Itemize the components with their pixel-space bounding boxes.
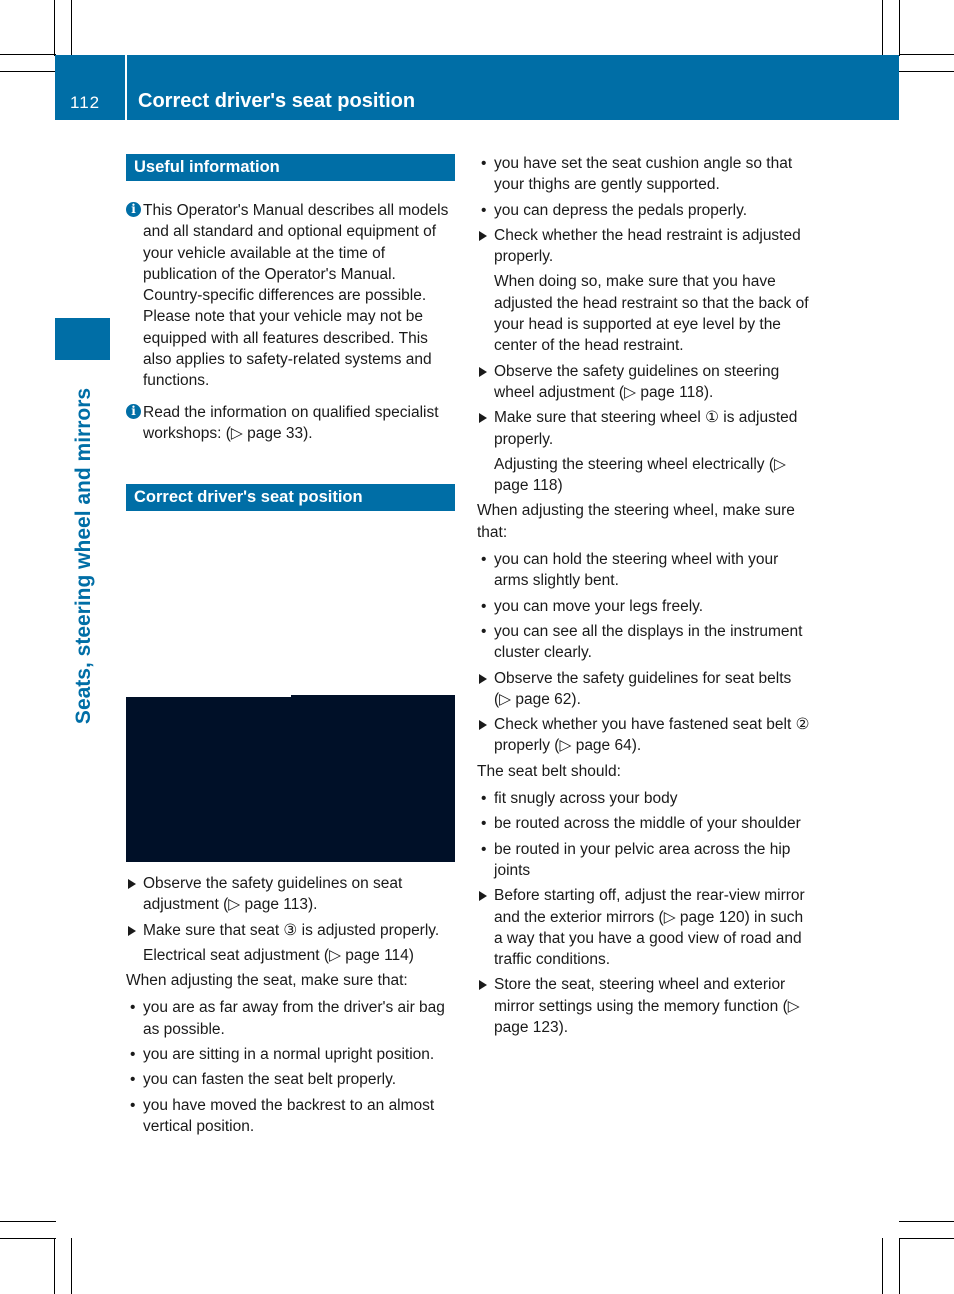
step-item <box>477 885 811 970</box>
paragraph: When adjusting the seat, make sure that: <box>126 972 408 990</box>
list-item: • you have moved the backrest to an almost vertical position. <box>126 1095 458 1138</box>
step-text: Observe the safety guidelines on steering wheel adjustment (▷ page 118). <box>494 362 780 401</box>
step-arrow-icon <box>479 980 487 990</box>
crop-mark <box>882 1238 883 1294</box>
crop-mark <box>54 1238 55 1294</box>
step-item <box>126 873 458 916</box>
crop-mark <box>71 0 72 56</box>
info-text: This Operator's Manual describes all models and all standard and optional equipment of your vehicle available at the time of publication of the Operator's Manual. Country-specific differences are possible. Please note that your vehicle may not be equipped with all features described. This also applies to safety-related systems and functions. <box>143 202 449 390</box>
info-note <box>126 402 458 445</box>
crop-mark <box>899 1221 954 1222</box>
step-text: Make sure that steering wheel ① is adjusted properly. <box>494 409 798 448</box>
crop-mark <box>0 71 56 72</box>
section-heading-seat-position: Correct driver's seat position <box>126 484 455 511</box>
list-item: • you can see all the displays in the instrument cluster clearly. <box>477 621 811 664</box>
illustration-dark-area <box>126 697 455 862</box>
list-item: • you can move your legs freely. <box>477 596 811 617</box>
step-item <box>477 407 811 450</box>
step-arrow-icon <box>479 413 487 423</box>
step-text: Check whether the head restraint is adjusted properly. <box>494 226 801 266</box>
step-text: Store the seat, steering wheel and exterior mirror settings using the memory function (▷ page 123). <box>494 976 800 1036</box>
step-text: Make sure that seat ③ is adjusted properly. <box>143 921 440 939</box>
list-item: • you are as far away from the driver's air bag as possible. <box>126 997 458 1040</box>
step-text: Check whether you have fastened seat belt ② properly (▷ page 64). <box>494 716 810 755</box>
step-text: Observe the safety guidelines on seat adjustment (▷ page 113). <box>143 875 403 914</box>
step-item <box>477 974 811 1038</box>
step-item <box>477 668 811 711</box>
page-number: 112 <box>70 93 101 112</box>
list-item: • you can fasten the seat belt properly. <box>126 1069 458 1090</box>
side-tab <box>55 318 110 360</box>
info-icon: i <box>126 202 141 217</box>
crop-mark <box>71 1238 72 1294</box>
crop-mark <box>899 1238 954 1239</box>
list-item: • fit snugly across your body <box>477 788 811 809</box>
info-icon: i <box>126 404 141 419</box>
step-arrow-icon <box>479 720 487 730</box>
list-item: • you can hold the steering wheel with your arms slightly bent. <box>477 549 811 592</box>
list-item: • you can depress the pedals properly. <box>477 200 811 221</box>
crop-mark <box>899 71 954 72</box>
info-note <box>126 200 458 392</box>
right-column <box>477 153 811 1042</box>
step-arrow-icon <box>128 926 136 936</box>
info-block <box>126 200 458 444</box>
step-arrow-icon <box>479 367 487 377</box>
step-arrow-icon <box>128 879 136 889</box>
chapter-label: Seats, steering wheel and mirrors <box>72 387 95 725</box>
step-arrow-icon <box>479 231 487 241</box>
crop-mark <box>0 1221 56 1222</box>
crop-mark <box>899 1238 900 1294</box>
page-title: Correct driver's seat position <box>138 90 416 112</box>
step-item <box>477 225 811 268</box>
step-item <box>477 714 811 757</box>
step-text: Before starting off, adjust the rear-view mirror and the exterior mirrors (▷ page 120) in such a way that you have a good view of road and traffic conditions. <box>494 887 805 969</box>
seat-instructions <box>126 873 458 1141</box>
step-text: Observe the safety guidelines for seat belts (▷ page 62). <box>494 669 792 708</box>
crop-mark <box>882 0 883 56</box>
step-subtext: Adjusting the steering wheel electrically (▷ page 118) <box>494 455 786 495</box>
step-item <box>126 920 458 941</box>
paragraph: When adjusting the steering wheel, make sure that: <box>477 502 795 541</box>
illustration <box>126 525 455 862</box>
step-subtext: When doing so, make sure that you have adjusted the head restraint so that the back of your head is supported at eye level by the center of the head restraint. <box>494 273 809 355</box>
crop-mark <box>0 54 56 55</box>
step-arrow-icon <box>479 891 487 901</box>
crop-mark <box>54 0 55 56</box>
section-heading-useful-information: Useful information <box>126 154 455 181</box>
list-item: • be routed in your pelvic area across the hip joints <box>477 839 811 882</box>
crop-mark <box>0 1238 56 1239</box>
crop-mark <box>899 54 954 55</box>
crop-mark <box>899 0 900 56</box>
info-text: Read the information on qualified specialist workshops: (▷ page 33). <box>143 403 439 442</box>
list-item: • you have set the seat cushion angle so that your thighs are gently supported. <box>477 153 811 196</box>
list-item: • be routed across the middle of your shoulder <box>477 813 811 834</box>
list-item: • you are sitting in a normal upright position. <box>126 1044 458 1065</box>
step-arrow-icon <box>479 674 487 684</box>
step-subtext: Electrical seat adjustment (▷ page 114) <box>143 946 414 964</box>
step-item <box>477 361 811 404</box>
paragraph: The seat belt should: <box>477 762 621 780</box>
